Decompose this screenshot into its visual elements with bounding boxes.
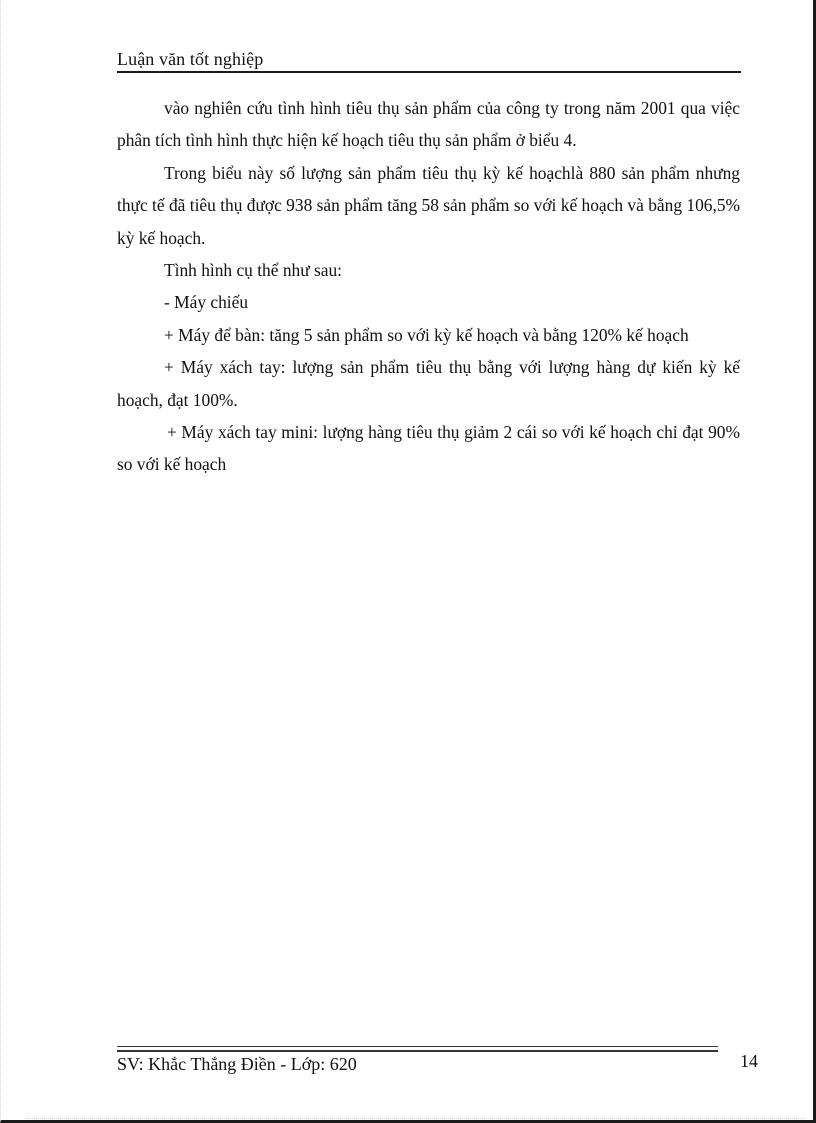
paragraph: + Máy xách tay mini: lượng hàng tiêu thụ giảm 2 cái so với kế hoạch chỉ đạt 90% so với kế hoạch [117,422,740,475]
paragraph: Trong biểu này số lượng sản phẩm tiêu thụ kỳ kế hoạchlà 880 sản phẩm nhưng thực tế đã tiêu thụ được 938 sản phẩm tăng 58 sản phẩm so với kế hoạch và bằng 106,5% kỳ kế hoạch. [117,162,740,248]
page-number: 14 [740,1051,758,1071]
footer-student-info: SV: Khắc Thắng Điền - Lớp: 620 [117,1054,357,1074]
page-edge-dots [25,1118,805,1119]
paragraph: + Máy để bàn: tăng 5 sản phẩm so với kỳ kế hoạch và bằng 120% kế hoạch [164,324,689,345]
paragraph: + Máy xách tay: lượng sản phẩm tiêu thụ bằng với lượng hàng dự kiến kỳ kế hoạch, đạt 100%. [117,357,740,410]
paragraph: Tình hình cụ thể như sau: [164,260,342,281]
footer-rule [117,1046,718,1047]
footer-rule [117,1050,718,1052]
body-text [117,92,740,481]
paragraph: - Máy chiếu [164,292,249,313]
paragraph: vào nghiên cứu tình hình tiêu thụ sản phẩm của công ty trong năm 2001 qua việc phân tích tình hình thực hiện kế hoạch tiêu thụ sản phẩm ở biểu 4. [117,98,740,151]
header-rule [117,71,741,73]
header-title: Luận văn tốt nghiệp [117,49,264,69]
